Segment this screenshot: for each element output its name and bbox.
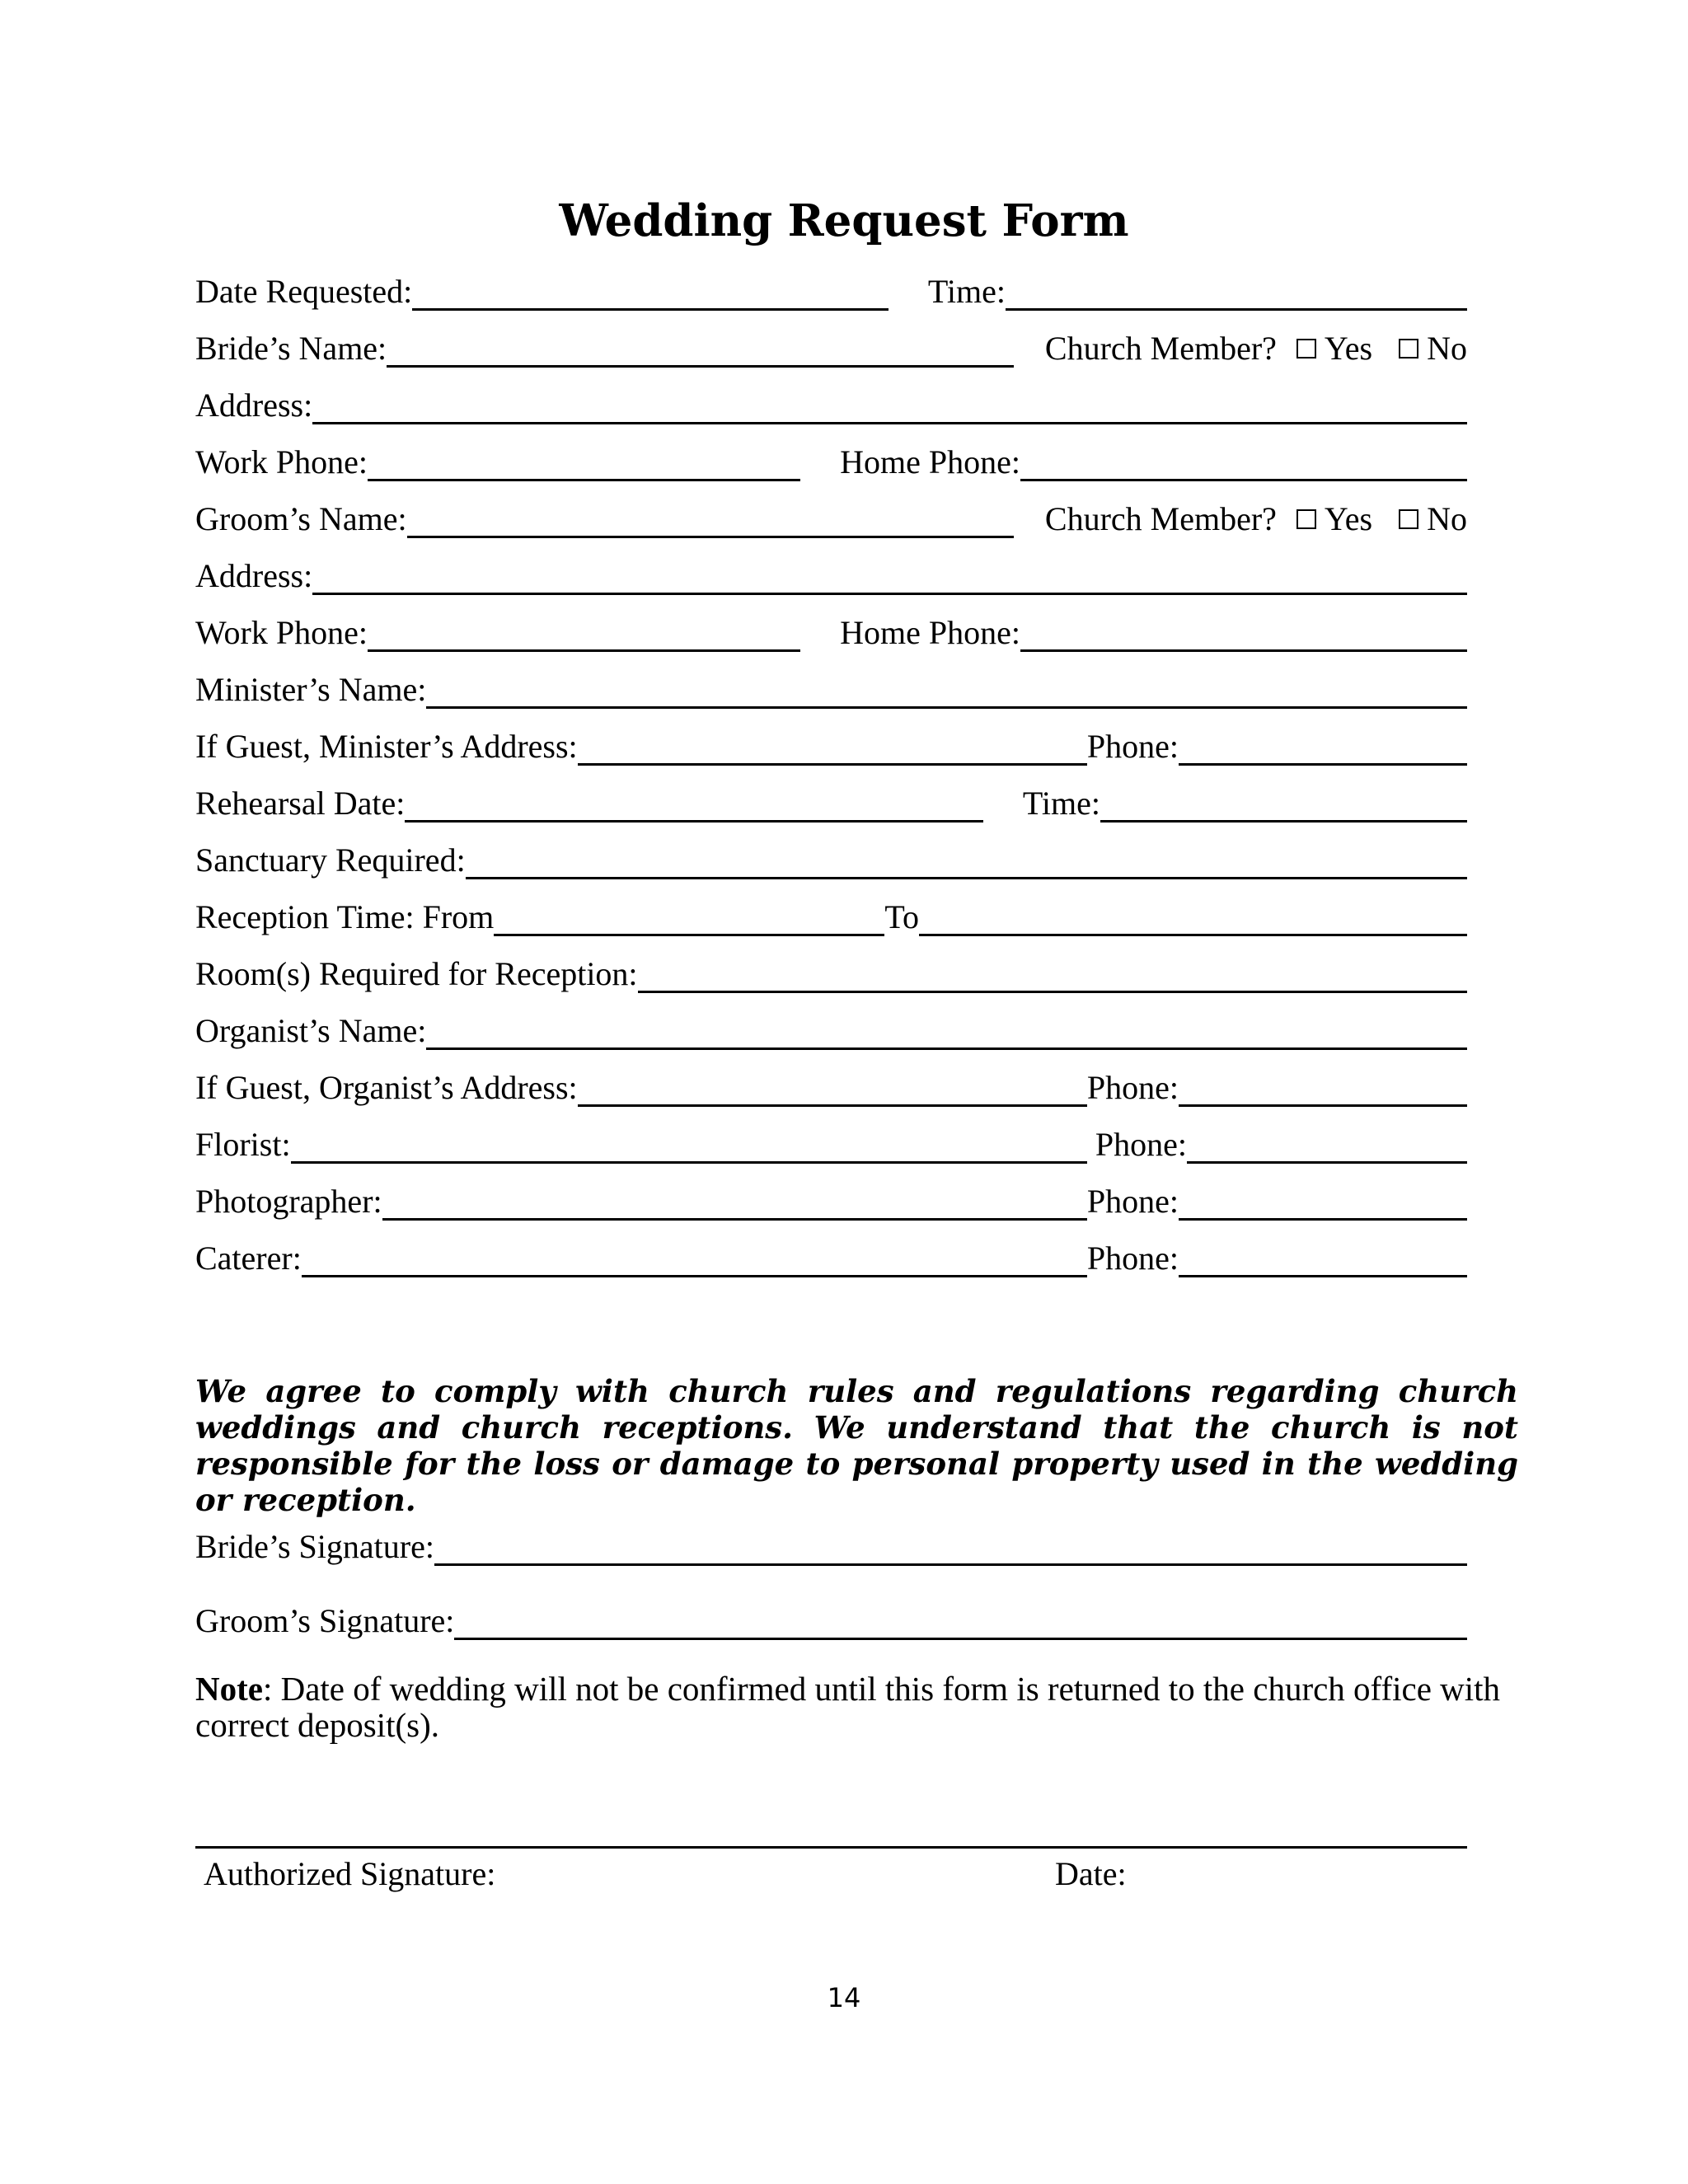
rehearsal-time-label: Time: — [1022, 785, 1100, 822]
rehearsal-date-field[interactable] — [405, 820, 983, 823]
groom-member-no-label: No — [1427, 500, 1467, 537]
row-groom-name — [195, 494, 1467, 541]
guest-organist-address-field[interactable] — [578, 1104, 1087, 1107]
row-organist-name — [195, 1005, 1467, 1053]
row-groom-address — [195, 551, 1467, 598]
bride-church-member-label: Church Member? — [1044, 330, 1277, 367]
organist-phone-label: Phone: — [1086, 1069, 1179, 1106]
guest-minister-address-label: If Guest, Minister’s Address: — [195, 728, 578, 765]
guest-minister-address-field[interactable] — [578, 763, 1087, 766]
row-caterer — [195, 1233, 1467, 1281]
date-requested-label: Date Requested: — [195, 273, 413, 310]
reception-time-to-field[interactable] — [919, 934, 1467, 936]
florist-field[interactable] — [291, 1161, 1087, 1164]
note-label: Note — [195, 1670, 263, 1708]
organists-name-field[interactable] — [426, 1047, 1467, 1050]
guest-organist-address-label: If Guest, Organist’s Address: — [195, 1069, 578, 1106]
bride-address-label: Address: — [195, 387, 313, 424]
groom-member-yes-label: Yes — [1324, 500, 1373, 537]
rehearsal-date-label: Rehearsal Date: — [195, 785, 406, 822]
reception-time-from-label: Reception Time: From — [195, 898, 495, 935]
row-date-time — [195, 266, 1467, 314]
row-organist-address — [195, 1062, 1467, 1110]
groom-work-phone-label: Work Phone: — [195, 614, 368, 651]
groom-church-member-label: Church Member? — [1044, 500, 1277, 537]
groom-work-phone-field[interactable] — [368, 649, 800, 652]
brides-name-label: Bride’s Name: — [195, 330, 387, 367]
caterer-label: Caterer: — [195, 1240, 302, 1277]
page-number: 14 — [827, 1982, 861, 2013]
date-requested-field[interactable] — [412, 308, 889, 311]
row-sanctuary — [195, 835, 1467, 883]
caterer-phone-field[interactable] — [1179, 1275, 1467, 1277]
row-reception-time — [195, 892, 1467, 940]
grooms-name-label: Groom’s Name: — [195, 500, 407, 537]
authorized-signature-label: Authorized Signature: — [204, 1855, 496, 1892]
row-rooms — [195, 949, 1467, 996]
photographer-phone-label: Phone: — [1086, 1183, 1179, 1220]
page-title: Wedding Request Form — [559, 195, 1129, 246]
sanctuary-required-field[interactable] — [466, 877, 1467, 879]
sanctuary-required-label: Sanctuary Required: — [195, 841, 466, 879]
row-photographer — [195, 1176, 1467, 1224]
groom-home-phone-field[interactable] — [1020, 649, 1467, 652]
bride-address-field[interactable] — [312, 422, 1467, 424]
rooms-required-label: Room(s) Required for Reception: — [195, 955, 638, 992]
time-label: Time: — [927, 273, 1006, 310]
bride-home-phone-label: Home Phone: — [840, 443, 1020, 480]
rehearsal-time-field[interactable] — [1100, 820, 1467, 823]
caterer-field[interactable] — [302, 1275, 1087, 1277]
minister-phone-label: Phone: — [1086, 728, 1179, 765]
row-grooms-signature — [195, 1596, 1467, 1643]
florist-label: Florist: — [195, 1126, 291, 1163]
grooms-signature-label: Groom’s Signature: — [195, 1602, 455, 1639]
row-groom-phones — [195, 607, 1467, 655]
groom-address-field[interactable] — [312, 593, 1467, 595]
bride-member-yes-option[interactable] — [1296, 332, 1372, 371]
authorized-signature-field[interactable] — [195, 1846, 1467, 1849]
photographer-label: Photographer: — [195, 1183, 382, 1220]
bride-work-phone-field[interactable] — [368, 479, 800, 481]
photographer-phone-field[interactable] — [1179, 1218, 1467, 1221]
row-florist — [195, 1119, 1467, 1167]
bride-member-yes-checkbox[interactable] — [1296, 339, 1316, 359]
florist-phone-label: Phone: — [1095, 1126, 1187, 1163]
row-bride-address — [195, 380, 1467, 428]
ministers-name-label: Minister’s Name: — [195, 671, 427, 708]
row-brides-signature — [195, 1521, 1467, 1569]
note-paragraph — [195, 1671, 1531, 1743]
bride-home-phone-field[interactable] — [1020, 479, 1467, 481]
agreement-text: We agree to comply with church rules and regulations regarding church weddings and church receptions. We understand that the church is not responsible for the loss or damage to personal property used in the wedding or reception. — [195, 1373, 1518, 1518]
bride-member-no-label: No — [1427, 330, 1467, 367]
bride-member-no-checkbox[interactable] — [1399, 339, 1418, 359]
brides-name-field[interactable] — [387, 365, 1014, 368]
ministers-name-field[interactable] — [426, 706, 1467, 709]
bride-work-phone-label: Work Phone: — [195, 443, 368, 480]
groom-member-yes-checkbox[interactable] — [1296, 509, 1316, 529]
row-bride-name — [195, 323, 1467, 371]
caterer-phone-label: Phone: — [1086, 1240, 1179, 1277]
reception-time-from-field[interactable] — [494, 934, 884, 936]
groom-member-no-checkbox[interactable] — [1399, 509, 1418, 529]
note-text: : Date of wedding will not be confirmed until this form is returned to the church office with correct deposit(s). — [195, 1670, 1501, 1744]
groom-address-label: Address: — [195, 557, 313, 594]
row-minister-address — [195, 721, 1467, 769]
photographer-field[interactable] — [382, 1218, 1087, 1221]
reception-time-to-label: To — [884, 898, 919, 935]
authorized-date-label: Date: — [1055, 1855, 1127, 1892]
row-bride-phones — [195, 437, 1467, 485]
groom-home-phone-label: Home Phone: — [840, 614, 1020, 651]
brides-signature-field[interactable] — [434, 1563, 1467, 1566]
grooms-name-field[interactable] — [407, 536, 1014, 538]
florist-phone-field[interactable] — [1187, 1161, 1467, 1164]
groom-member-yes-option[interactable] — [1296, 500, 1373, 541]
bride-member-no-option[interactable] — [1399, 332, 1467, 371]
groom-member-no-option[interactable] — [1399, 500, 1467, 541]
time-field[interactable] — [1006, 308, 1467, 311]
brides-signature-label: Bride’s Signature: — [195, 1528, 434, 1565]
rooms-required-field[interactable] — [638, 991, 1467, 993]
bride-member-yes-label: Yes — [1324, 330, 1373, 367]
grooms-signature-field[interactable] — [454, 1638, 1467, 1640]
row-minister-name — [195, 664, 1467, 712]
minister-phone-field[interactable] — [1179, 763, 1467, 766]
organist-phone-field[interactable] — [1179, 1104, 1467, 1107]
row-rehearsal — [195, 778, 1467, 826]
organists-name-label: Organist’s Name: — [195, 1012, 427, 1049]
